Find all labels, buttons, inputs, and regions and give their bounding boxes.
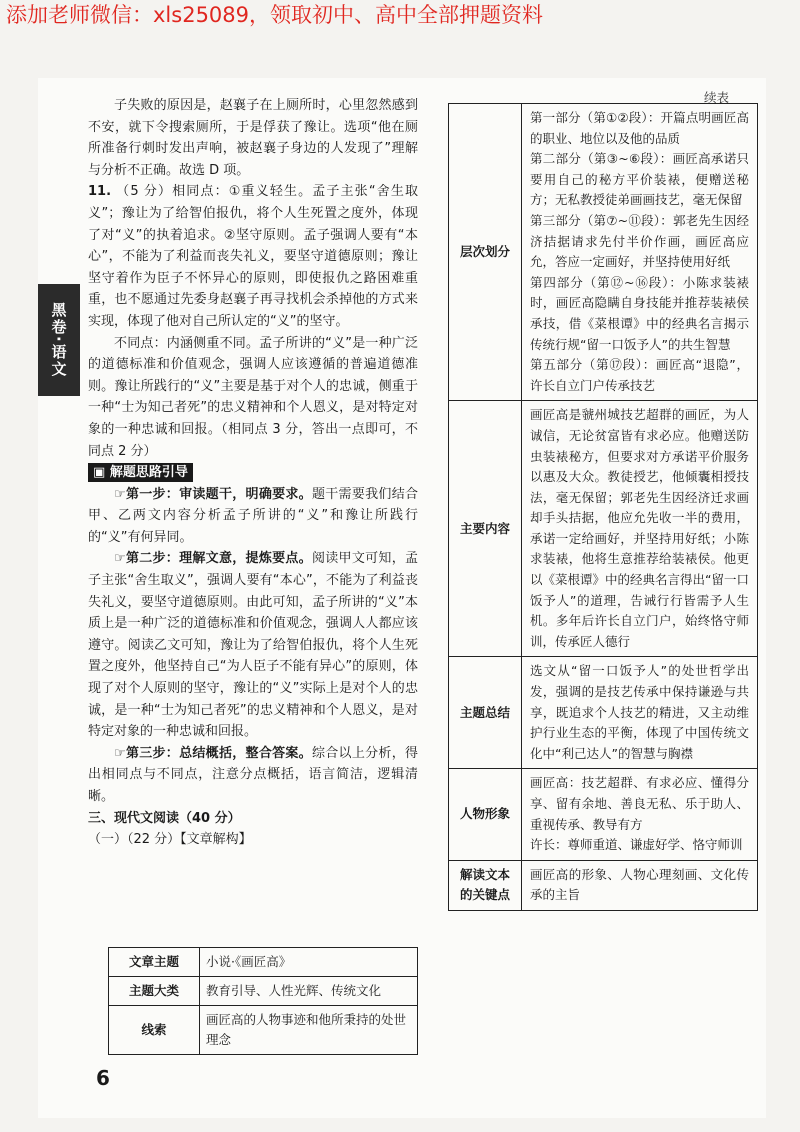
question-11-same-text: （5 分）相同点：①重义轻生。孟子主张“舍生取义”；豫让为了给智伯报仇，将个人生死置之度外，体现了对“义”的执着追求。②坚守原则。孟子强调人要有“本心”，不能为了利益而丧失礼义，要坚守道德原则；豫让坚守着作为臣子不怀异心的原则，即使报仇之路困难重重，也不愿通过先委身赵襄子再寻找机会杀掉他的方式来实现，体现了他对自己所认定的“义”的坚守。 <box>88 184 418 329</box>
table-value: 小说·《画匠高》 <box>200 948 418 977</box>
step-2-title: 第二步：理解文意，提炼要点。 <box>125 551 312 567</box>
question-11-same <box>88 181 418 332</box>
table-value: 画匠高：技艺超群、有求必应、懂得分享、留有余地、善良无私、乐于助人、重视传承、教导有方 许长：尊师重道、谦虚好学、恪守师训 <box>522 769 758 860</box>
step-arrow-icon: ☞ <box>114 745 126 761</box>
subject-side-tab: 黑卷·语文 <box>38 284 80 396</box>
left-column <box>88 95 418 851</box>
step-2-text: 阅读甲文可知，孟子主张“舍生取义”，强调人要有“本心”，不能为了利益丧失礼义，要坚守道德原则。由此可知，孟子所讲的“义”本质上是一种广泛的道德标准和价值观念，强调人人都应该遵守。阅读乙文可知，豫让为了给智伯报仇，将个人生死置之度外，他坚持自己“为人臣子不能有异心”的原则，体现了对个人原则的坚守，豫让的“义”实际上是对个人的忠诚，是一种“士为知己者死”的忠义精神和个人恩义，是对特定对象的一种忠诚和回报。 <box>88 551 418 740</box>
step-2 <box>88 548 418 742</box>
table-row <box>449 104 758 401</box>
table-key: 解读文本的关键点 <box>449 860 522 910</box>
analysis-table <box>448 103 758 911</box>
guide-label <box>88 463 193 482</box>
table-value: 画匠高的人物事迹和他所秉持的处世理念 <box>200 1006 418 1055</box>
table-key: 主要内容 <box>449 401 522 657</box>
table-key: 线索 <box>109 1006 200 1055</box>
guide-icon: ▣ <box>93 465 110 481</box>
table-row <box>449 860 758 910</box>
part-heading: （一）（22 分）【文章解构】 <box>88 832 252 848</box>
step-arrow-icon: ☞ <box>114 486 126 502</box>
step-3 <box>88 743 418 808</box>
question-number: 11. <box>88 184 112 200</box>
step-3-text: 综合以上分析，得出相同点与不同点，注意分点概括，语言简洁，逻辑清晰。 <box>88 745 418 804</box>
table-key: 文章主题 <box>109 948 200 977</box>
table-row <box>109 1006 418 1055</box>
table-row <box>109 948 418 977</box>
table-value: 画匠高的形象、人物心理刻画、文化传承的主旨 <box>522 860 758 910</box>
table-key: 主题总结 <box>449 657 522 769</box>
table-value: 画匠高是虢州城技艺超群的画匠，为人诚信，无论贫富皆有求必应。他赠送防虫装裱秘方，但要求对方承诺平价服务以惠及大众。教徒授艺，他倾囊相授技法，毫无保留；郭老先生因经济迁求画却手头拮据，他应允先收一半的费用，承诺一定给画好，并坚持用好纸；小陈求装裱，他将生意推荐给装裱侯。他更以《菜根谭》中的经典名言得出“留一口饭予人”的道理，告诫行行皆需予人生机。多年后许长自立门户，始终恪守师训，传承匠人德行 <box>522 401 758 657</box>
table-value: 第一部分（第①②段）：开篇点明画匠高的职业、地位以及他的品质 第二部分（第③~⑥段）：画匠高承诺只要用自己的秘方平价装裱，便赠送秘方；无私教授徒弟画画技艺，毫无保留 第三部分（第⑦~⑪段）：郭老先生因经济拮据请求先付半价作画，画匠高应允，答应一定画好，并坚持使用好纸 第四部分（第⑫~⑯段）：小陈求装裱时，画匠高隐瞒自身技能并推荐装裱侯承技，借《菜根谭》中的经典名言揭示传统行规“留一口饭予人”的共生智慧 第五部分（第⑰段）：画匠高“退隐”，许长自立门户传承技艺 <box>522 104 758 401</box>
watermark-text: 添加老师微信：xls25089，领取初中、高中全部押题资料 <box>6 3 544 27</box>
table-continued-label: 续表 <box>704 90 730 105</box>
answer-intro: 子失败的原因是，赵襄子在上厕所时，心里忽然感到不安，就下令搜索厕所，于是俘获了豫让。选项“他在厕所准备行刺时发出声响，被赵襄子身边的人发现了”理解与分析不正确。故选 D 项。 <box>88 98 418 178</box>
step-arrow-icon: ☞ <box>114 551 126 567</box>
step-1 <box>88 484 418 549</box>
table-row <box>449 401 758 657</box>
guide-label-text: 解题思路引导 <box>109 465 188 481</box>
article-structure-table <box>108 947 418 1055</box>
question-11-diff: 不同点：内涵侧重不同。孟子所讲的“义”是一种广泛的道德标准和价值观念，强调人应该遵循的普遍道德准则。豫让所践行的“义”主要是基于对个人的忠诚，侧重于一种“士为知己者死”的忠义精神和个人恩义，是对特定对象的一种忠诚和回报。（相同点 3 分，答出一点即可，不同点 2 分） <box>88 335 418 459</box>
table-row <box>109 977 418 1006</box>
table-key: 人物形象 <box>449 769 522 860</box>
step-1-text: 题干需要我们结合甲、乙两文内容分析孟子所讲的“义”和豫让所践行的“义”有何异同。 <box>88 486 418 545</box>
table-key: 层次划分 <box>449 104 522 401</box>
page-number: 6 <box>96 1066 110 1090</box>
step-1-title: 第一步：审读题干，明确要求。 <box>125 486 312 502</box>
table-row <box>449 769 758 860</box>
guide-header <box>88 462 418 484</box>
step-3-title: 第三步：总结概括，整合答案。 <box>125 745 312 761</box>
table-key: 主题大类 <box>109 977 200 1006</box>
table-value: 选文从“留一口饭予人”的处世哲学出发，强调的是技艺传承中保持谦逊与共享，既追求个人技艺的精进，又主动维护行业生态的平衡，体现了中国传统文化中“利己达人”的智慧与胸襟 <box>522 657 758 769</box>
table-row <box>449 657 758 769</box>
section-heading: 三、现代文阅读（40 分） <box>88 810 241 826</box>
table-value: 教育引导、人性光辉、传统文化 <box>200 977 418 1006</box>
